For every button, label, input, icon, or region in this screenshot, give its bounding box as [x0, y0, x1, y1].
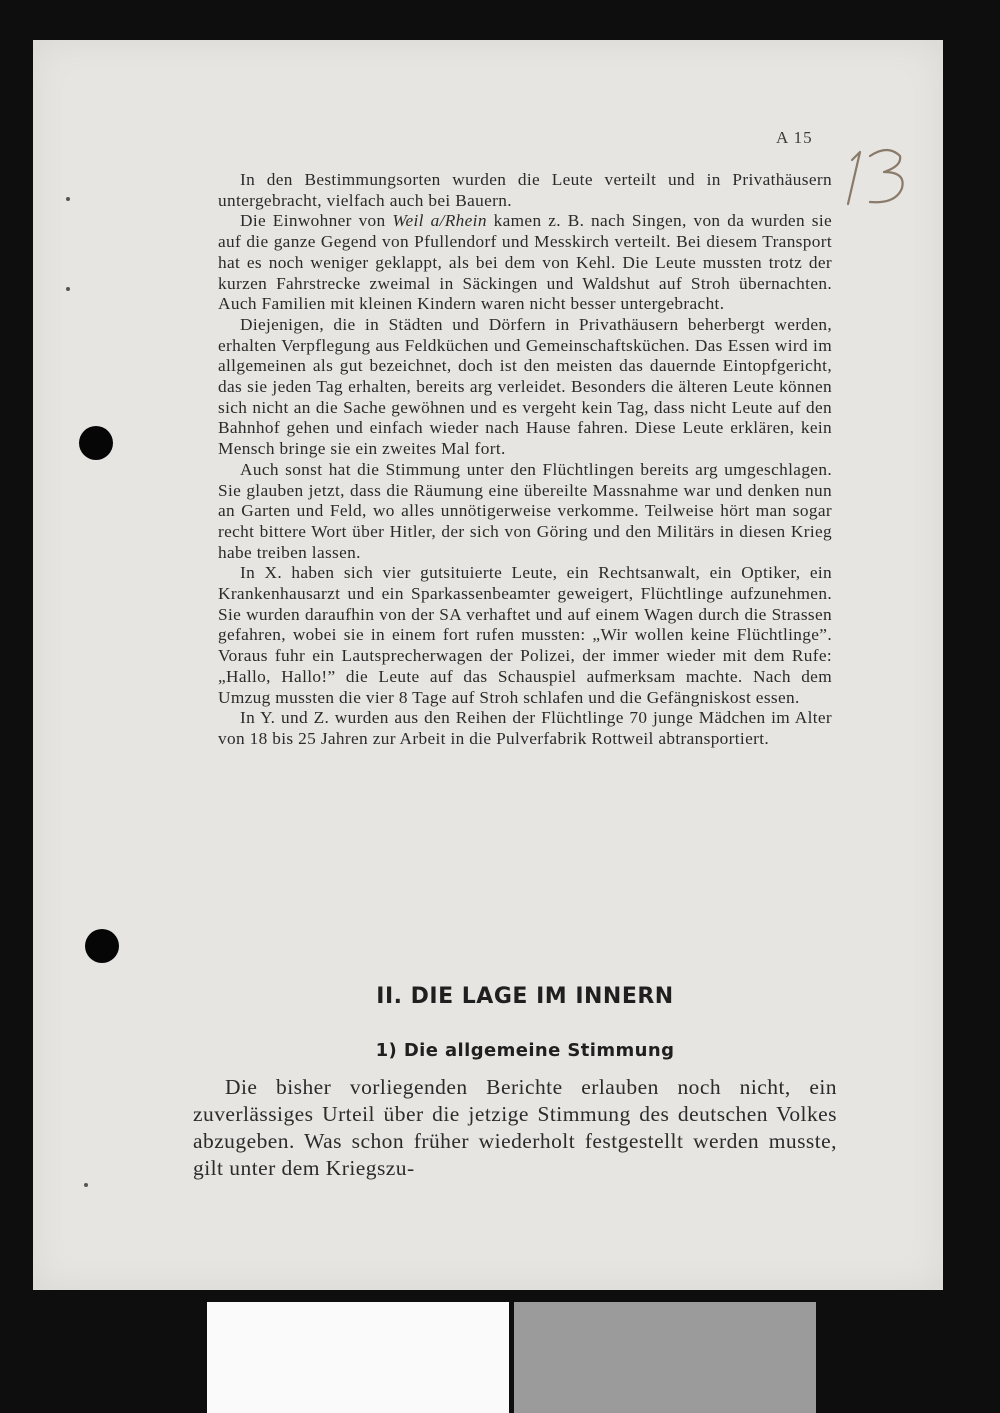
paragraph: Diejenigen, die in Städten und Dörfern in Privathäusern beherbergt werden, erhalten Verpflegung aus Feldküchen und Gemeinschaftsküchen. Das Essen wird im allgemeinen als gut bezeichnet, doch ist den meisten das dauernde Eintopfgericht, das sie jeden Tag erhalten, bereits arg verleidet. Besonders die älteren Leute können sich nicht an die Sache gewöhnen und es vergeht kein Tag, dass nicht Leute auf den Bahnhof gehen und einfach wieder nach Hause fahren. Diese Leute erklären, kein Mensch bringe sie ein zweites Mal fort. [218, 314, 832, 459]
paragraph: Auch sonst hat die Stimmung unter den Flüchtlingen bereits arg umgeschlagen. Sie glauben jetzt, dass die Räumung eine übereilte Massnahme war und denken nun an Garten und Feld, wo alles unnötigerweise verkomme. Teilweise hört man sogar recht bittere Wort über Hitler, der sich von Göring und den Militärs in diesen Krieg habe treiben lassen. [218, 459, 832, 562]
handwritten-page-number [840, 142, 920, 212]
paragraph: In Y. und Z. wurden aus den Reihen der Flüchtlinge 70 junge Mädchen im Alter von 18 bis 25 Jahren zur Arbeit in die Pulverfabrik Rottweil abtransportiert. [218, 708, 832, 748]
page-reference: A 15 [776, 128, 813, 147]
intro-text [193, 1074, 837, 1182]
paper-speck [66, 197, 70, 201]
paragraph: Die bisher vorliegenden Berichte erlauben noch nicht, ein zuverlässiges Urteil über die jetzige Stimmung des deutschen Volkes abzugeben. Was schon früher wiederholt festgestellt werden musste, gilt unter dem Kriegszu- [193, 1075, 837, 1180]
paper-speck [84, 1183, 88, 1187]
section-heading: II. DIE LAGE IM INNERN [376, 984, 674, 1009]
calibration-card-grey [514, 1302, 816, 1413]
paragraph: Die Einwohner von Weil a/Rhein kamen z. B. nach Singen, von da wurden sie auf die ganze Gegend von Pfullendorf und Messkirch verteilt. Bei diesem Transport hat es noch weniger geklappt, als bei dem von Kehl. Die Leute mussten trotz der kurzen Fahrstrecke zweimal in Säckingen und Waldshut auf Stroh übernachten. Auch Familien mit kleinen Kindern waren nicht besser untergebracht. [218, 211, 832, 314]
place-name: Weil a/Rhein [392, 211, 487, 231]
body-text [218, 170, 832, 750]
punch-hole-bottom [85, 929, 119, 963]
paper-speck [66, 287, 70, 291]
paragraph: In X. haben sich vier gutsituierte Leute, ein Rechtsanwalt, ein Optiker, ein Krankenhausarzt und ein Sparkassenbeamter geweigert, Flüchtlinge aufzunehmen. Sie wurden daraufhin von der SA verhaftet und auf einem Wagen durch die Strassen gefahren, wobei sie in einem fort rufen mussten: „Wir wollen keine Flüchtlinge”. Voraus fuhr ein Lautsprecherwagen der Polizei, der immer wieder mit dem Rufe: „Hallo, Hallo!” die Leute auf das Schauspiel aufmerksam machte. Nach dem Umzug mussten die vier 8 Tage auf Stroh schlafen und die Gefängniskost essen. [218, 563, 832, 707]
sub-heading: 1) Die allgemeine Stimmung [375, 1040, 675, 1061]
calibration-card-white [207, 1302, 509, 1413]
paragraph: In den Bestimmungsorten wurden die Leute verteilt und in Privathäusern untergebracht, vielfach auch bei Bauern. [218, 170, 832, 210]
punch-hole-top [79, 426, 113, 460]
